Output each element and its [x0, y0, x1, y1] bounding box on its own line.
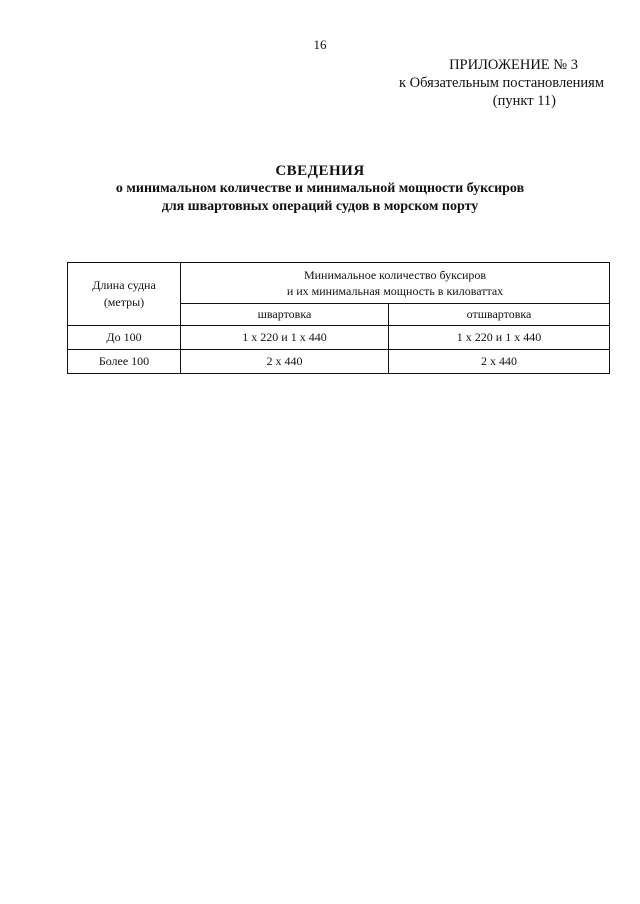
tug-group-header-line1: Минимальное количество буксиров	[303, 268, 487, 282]
mooring-value-cell: 2 х 440	[181, 350, 389, 374]
length-header-label: Длина судна	[92, 278, 156, 292]
appendix-reference: к Обязательным постановлениям	[399, 75, 604, 91]
document-subheading-line1: о минимальном количестве и минимальной мощности буксиров	[115, 181, 525, 196]
table-row	[68, 350, 610, 374]
vessel-length-cell: Более 100	[68, 350, 181, 374]
unmooring-column-header: отшвартовка	[389, 304, 610, 326]
unmooring-value-cell: 1 х 220 и 1 х 440	[389, 326, 610, 350]
page-number: 16	[313, 37, 327, 52]
tug-group-header	[181, 263, 610, 304]
tug-group-header-line2: и их минимальная мощность в киловаттах	[286, 284, 504, 298]
tug-requirements-table	[67, 262, 609, 374]
table-row	[68, 326, 610, 350]
mooring-column-header: швартовка	[181, 304, 389, 326]
appendix-header	[344, 56, 604, 110]
vessel-length-cell: До 100	[68, 326, 181, 350]
document-subheading-line2: для швартовных операций судов в морском порту	[161, 199, 479, 214]
unmooring-value-cell: 2 х 440	[389, 350, 610, 374]
mooring-value-cell: 1 х 220 и 1 х 440	[181, 326, 389, 350]
document-heading: СВЕДЕНИЯ	[275, 163, 365, 179]
appendix-title: ПРИЛОЖЕНИЕ № 3	[449, 57, 578, 73]
length-header-unit: (метры)	[103, 295, 145, 309]
document-title	[0, 162, 640, 216]
length-header	[68, 263, 181, 326]
appendix-clause: (пункт 11)	[492, 93, 556, 109]
